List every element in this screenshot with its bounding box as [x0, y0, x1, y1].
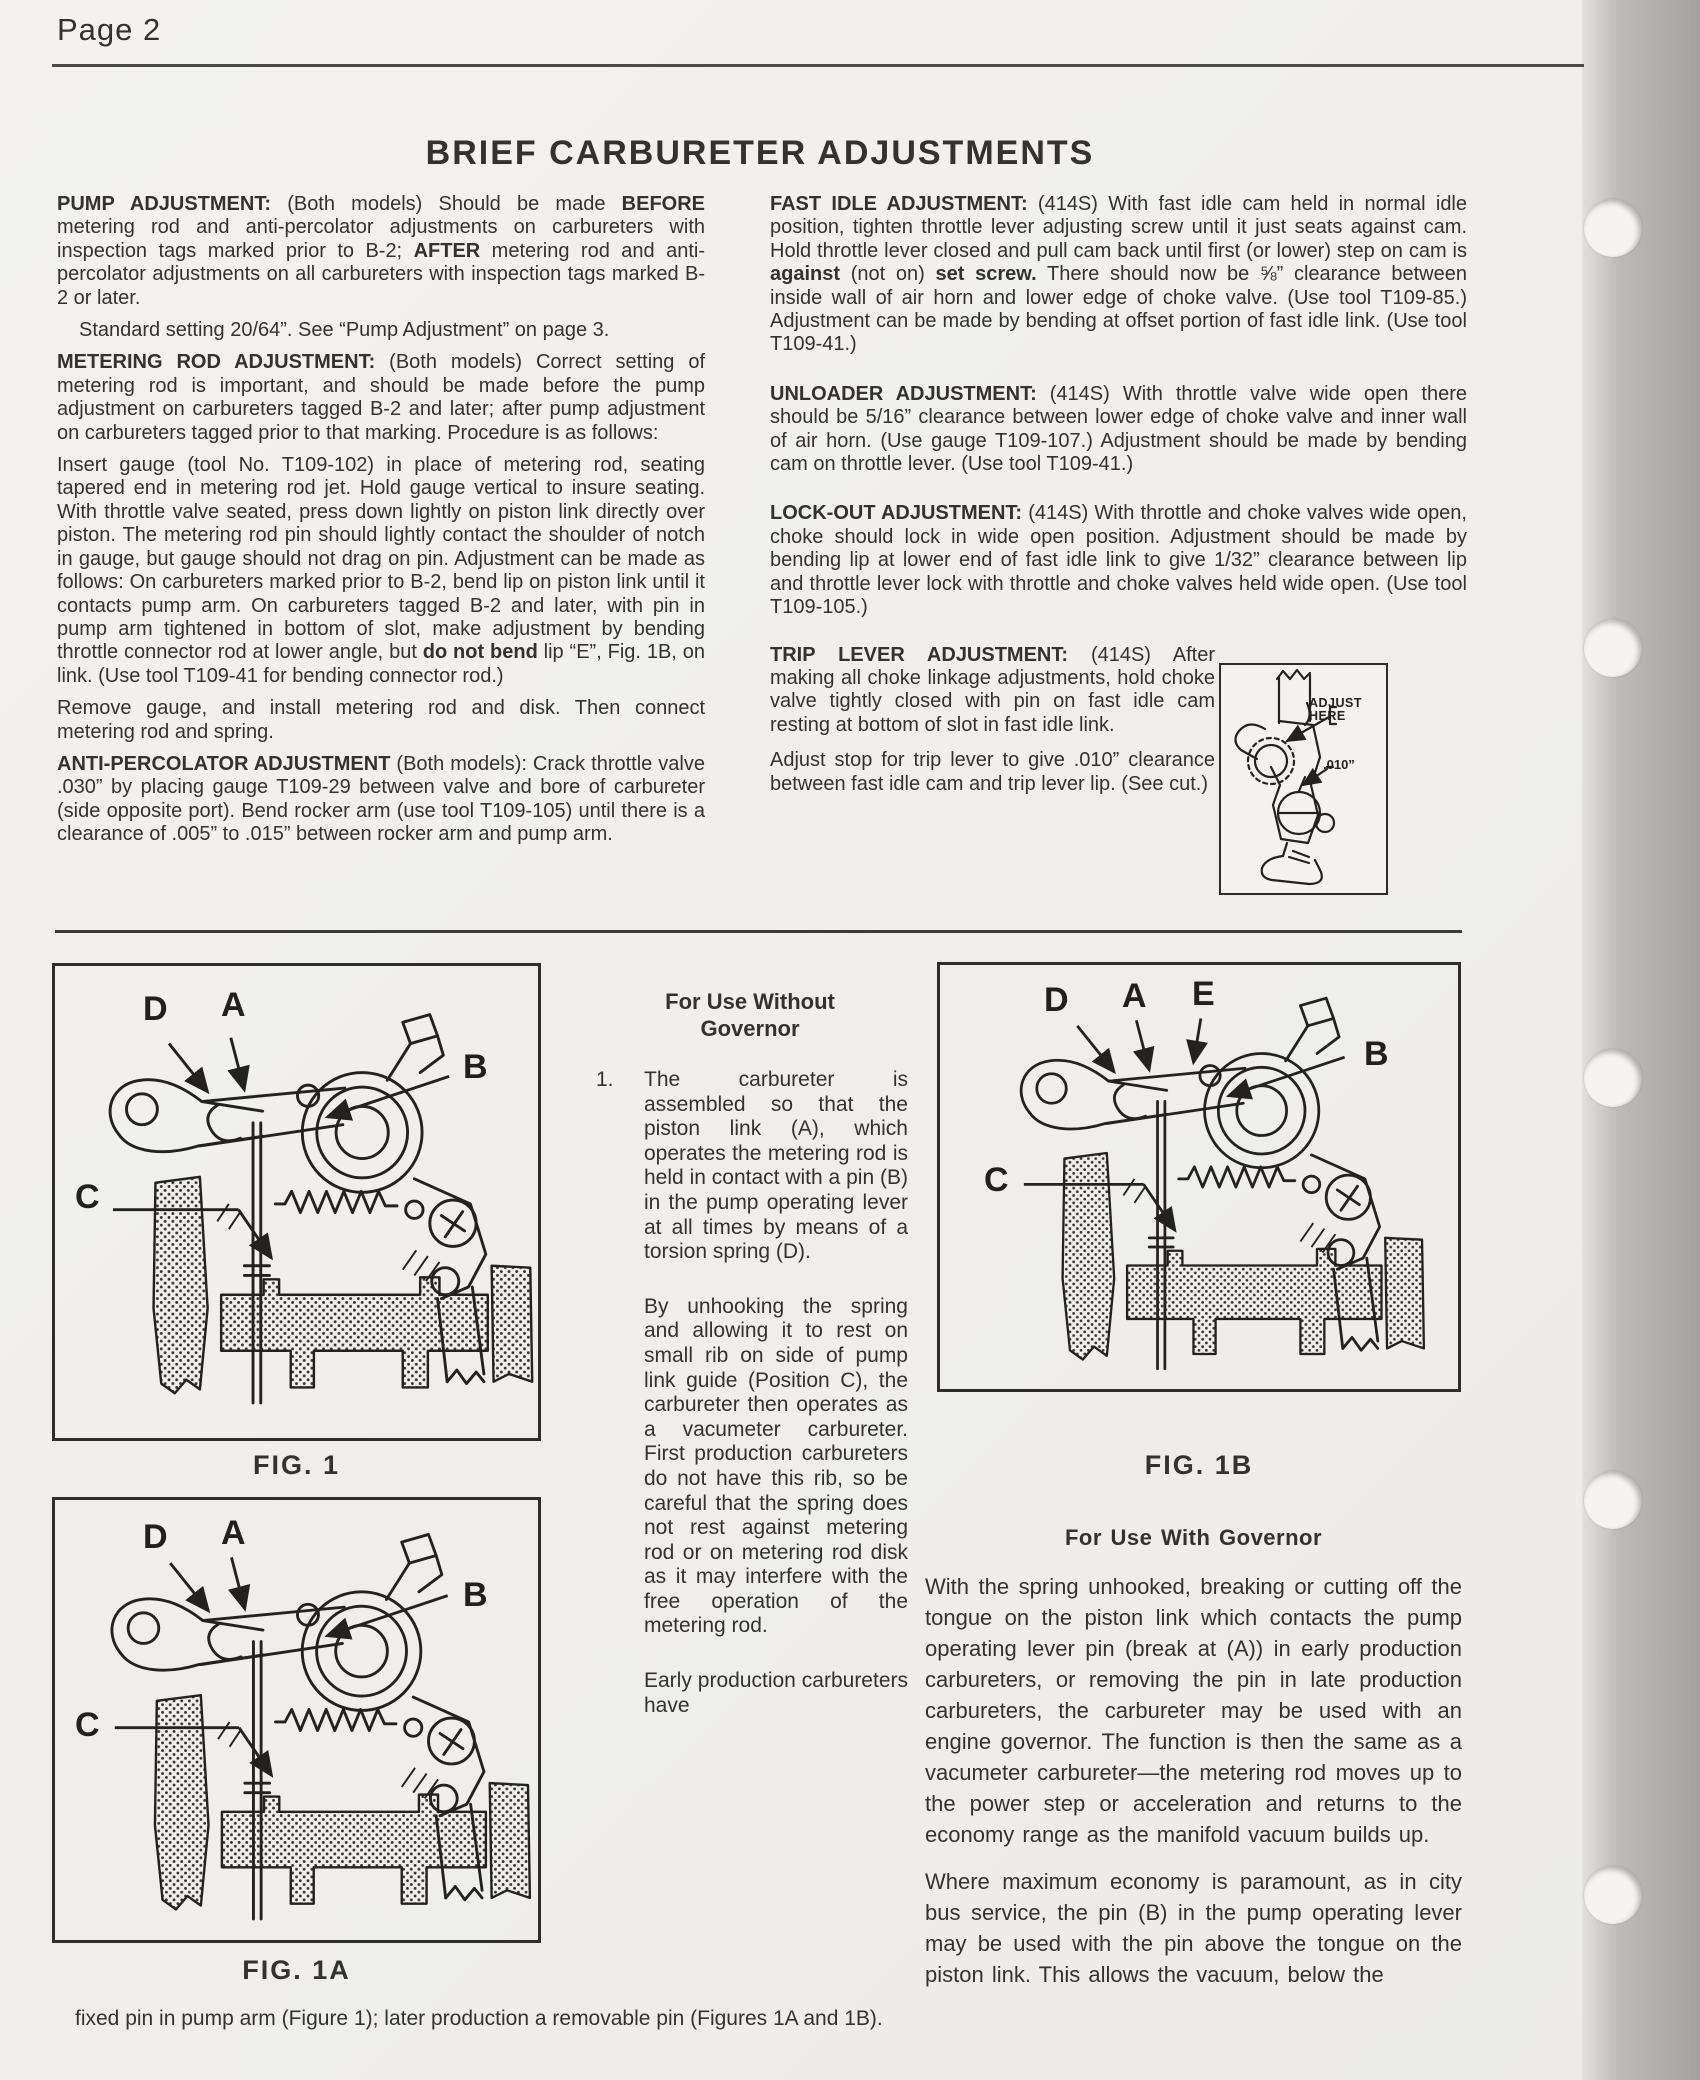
figure-1b-label-b: B: [1364, 1035, 1389, 1073]
without-governor-heading: [592, 988, 908, 1042]
figure-1b-label-c: C: [984, 1161, 1009, 1199]
insert-gauge-paragraph: [57, 454, 705, 688]
punch-hole: [1584, 1471, 1642, 1529]
text-segment: metering rod and anti-percolator adjustments on all carbureters with inspection tags marked B-2 or later.: [57, 239, 705, 309]
without-governor-paragraph-3: Early production carbureters have: [644, 1669, 908, 1717]
with-governor-heading: For Use With Governor: [1064, 1525, 1323, 1550]
text-segment: (Both models) Should be made: [287, 193, 622, 215]
text-segment: ANTI-PERCOLATOR ADJUSTMENT: [57, 752, 391, 775]
adjust-here-label-line1: ADJUST: [1309, 696, 1363, 710]
figure-1-label-a: A: [221, 986, 246, 1024]
list-number: 1.: [596, 1068, 614, 1091]
page-number-header: Page 2: [57, 12, 162, 47]
header-rule: [52, 64, 1584, 67]
with-governor-column: [925, 1522, 1462, 2006]
with-governor-paragraph-2: Where maximum economy is paramount, as in city bus service, the pin (B) in the pump operating lever may be used with the pin above the tongue on the piston link. This allows the vacuum, below the: [925, 1869, 1462, 1987]
scan-edge-band: [1582, 0, 1700, 2080]
trip-lever-paragraph-2: Adjust stop for trip lever to give .010” clearance between fast idle cam and trip lever lip. (See cut.): [770, 749, 1215, 795]
remove-gauge-paragraph: Remove gauge, and install metering rod and disk. Then connect metering rod and spring.: [57, 697, 705, 743]
text-segment: LOCK-OUT ADJUSTMENT:: [770, 502, 1029, 525]
fast-idle-paragraph: [770, 193, 1467, 357]
bottom-continuation-text: fixed pin in pump arm (Figure 1); later production a removable pin (Figures 1A and 1B).: [75, 2007, 883, 2030]
without-governor-item-1: [592, 1068, 908, 1265]
figure-1-label-c: C: [75, 1178, 100, 1216]
text-segment: set screw.: [935, 263, 1037, 286]
anti-percolator-paragraph: [57, 753, 705, 847]
metering-rod-adjustment-paragraph: [57, 351, 705, 445]
carburetor-linkage-drawing: [55, 966, 538, 1438]
figure-1a-caption: FIG. 1A: [242, 1955, 351, 1985]
page-title: BRIEF CARBURETER ADJUSTMENTS: [425, 134, 1095, 172]
carburetor-linkage-drawing: [55, 1500, 538, 1940]
section-divider-rule: [55, 930, 1462, 933]
figure-1a-label-b: B: [463, 1576, 488, 1614]
adjust-here-label-line2: HERE: [1309, 709, 1346, 723]
figure-1a-label-d: D: [143, 1518, 168, 1556]
unloader-paragraph: [770, 383, 1467, 477]
figure-1a: [52, 1497, 541, 1943]
text-segment: METERING ROD ADJUSTMENT:: [57, 351, 390, 374]
figure-1-label-b: B: [463, 1048, 488, 1086]
text-segment: (Both models): Crack throttle valve .030” by placing gauge T109-29 between valve and bore of carbureter (side opposite port). Bend rocker arm (use tool T109-105) until there is a clearance of .005” to .015” between rocker arm and pump arm.: [57, 752, 705, 846]
carburetor-linkage-drawing: [940, 965, 1458, 1389]
with-governor-paragraph-1: With the spring unhooked, breaking or cutting off the tongue on the piston link which contacts the pump operating lever pin (break at (A)) in early production carbureters, or removing the pin in late production carbureters, the carbureter may be used with an engine governor. The function is then the same as a vacumeter carbureter—the metering rod moves up to the power step or acceleration and returns to the economy range as the manifold vacuum builds up.: [925, 1574, 1462, 1847]
figure-1b-label-a: A: [1122, 977, 1147, 1015]
text-segment: (414S) With throttle valve wide open there should be 5/16” clearance between lower edge of choke valve and inner wall of air horn. (Use gauge T109-107.) Adjustment should be made by bending cam on throttle lever. (Use tool T109-41.): [770, 382, 1467, 476]
text-segment: PUMP ADJUSTMENT:: [57, 193, 288, 215]
text-segment: (not on): [840, 263, 936, 286]
figure-1: [52, 963, 541, 1441]
adjust-here-label: [1309, 697, 1362, 723]
text-segment: There should now be ⅝” clearance between inside wall of air horn and lower edge of choke valve. (Use tool T109-85.) Adjustment can be made by bending at offset portion of fast idle link. (Use tool T109-41.): [770, 263, 1467, 356]
figure-1b-label-e: E: [1192, 975, 1215, 1013]
without-governor-column: [592, 988, 908, 1718]
text-segment: BEFORE: [621, 193, 705, 215]
lockout-paragraph: [770, 502, 1467, 619]
punch-hole: [1584, 619, 1642, 677]
text-segment: metering rod and anti-percolator adjustments on carbureters with inspection tags marked prior to B-2;: [57, 216, 705, 262]
without-governor-item-1-text: The carbureter is assembled so that the piston link (A), which operates the metering rod is held in contact with a pin (B) in the pump operating lever at all times by means of a torsion spring (D).: [644, 1068, 908, 1264]
trip-lever-figure: [1219, 663, 1388, 895]
text-segment: FAST IDLE ADJUSTMENT:: [770, 193, 1038, 215]
text-segment: lip “E”, Fig. 1B, on link. (Use tool T109-41 for bending connector rod.): [57, 641, 705, 687]
text-segment: (414S) With throttle and choke valves wide open, choke should lock in wide open position. Adjustment should be made by bending lip at lower end of fast idle link to give 1/32” clearance between lip and throttle lever lock with throttle and choke valves held wide open. (Use tool T109-105.): [770, 502, 1467, 619]
figure-1-caption: FIG. 1: [252, 1450, 340, 1480]
without-governor-paragraph-2: By unhooking the spring and allowing it to rest on small rib on side of pump link guide (Position C), the carbureter then operates as a vacumeter carbureter. First production carbureters do not have this rib, so be careful that the spring does not rest against metering rod or on metering rod disk as it may interfere with the free operation of the metering rod.: [644, 1294, 908, 1638]
text-segment: do not bend: [422, 641, 538, 664]
text-segment: (414S) With fast idle cam held in normal idle position, tighten throttle lever adjusting screw until it just seats against cam. Hold throttle lever closed and pull cam back until first (or lower) step on cam is: [770, 193, 1468, 262]
text-segment: AFTER: [413, 239, 481, 262]
clearance-label: .010”: [1323, 757, 1355, 772]
text-segment: Insert gauge (tool No. T109-102) in place of metering rod, seating tapered end in metering rod jet. Hold gauge vertical to insure seating. With throttle valve seated, press down lightly on piston link directly over piston. The metering rod pin should lightly contact the shoulder of notch in gauge, but gauge should not drag on pin. Adjustment can be made as follows: On carbureters marked prior to B-2, bend lip on piston link until it contacts pump arm. On carbureters tagged B-2 and later, with pin in pump arm tightened in bottom of slot, make adjustment by bending throttle connector rod at lower angle, but: [57, 454, 705, 664]
text-segment: TRIP LEVER ADJUSTMENT:: [770, 643, 1091, 666]
punch-hole: [1584, 199, 1642, 257]
text-segment: UNLOADER ADJUSTMENT:: [770, 382, 1050, 405]
figure-1-label-d: D: [143, 990, 168, 1028]
standard-setting-note: Standard setting 20/64”. See “Pump Adjustment” on page 3.: [79, 319, 610, 342]
trip-lever-paragraph: [770, 644, 1215, 738]
punch-hole: [1584, 1866, 1642, 1924]
figure-1a-label-a: A: [221, 1514, 246, 1552]
punch-hole: [1584, 1049, 1642, 1107]
without-governor-heading-line1: For Use Without: [665, 989, 835, 1014]
pump-adjustment-paragraph: [57, 193, 705, 310]
figure-1b-label-d: D: [1044, 981, 1069, 1019]
without-governor-heading-line2: Governor: [700, 1016, 800, 1041]
figure-1b-caption: FIG. 1B: [1144, 1450, 1254, 1480]
text-segment: (414S) After making all choke linkage adjustments, hold choke valve tightly closed with pin on fast idle cam resting at bottom of slot in fast idle link.: [770, 643, 1215, 736]
figure-1b: [937, 962, 1461, 1392]
left-column: [57, 193, 705, 856]
figure-1a-label-c: C: [75, 1706, 100, 1744]
text-segment: against: [770, 263, 841, 286]
text-segment: (Both models) Correct setting of metering rod is important, and should be made before the pump adjustment on carbureters tagged B-2 and later; after pump adjustment on carbureters tagged prior to that marking. Procedure is as follows:: [57, 351, 705, 444]
